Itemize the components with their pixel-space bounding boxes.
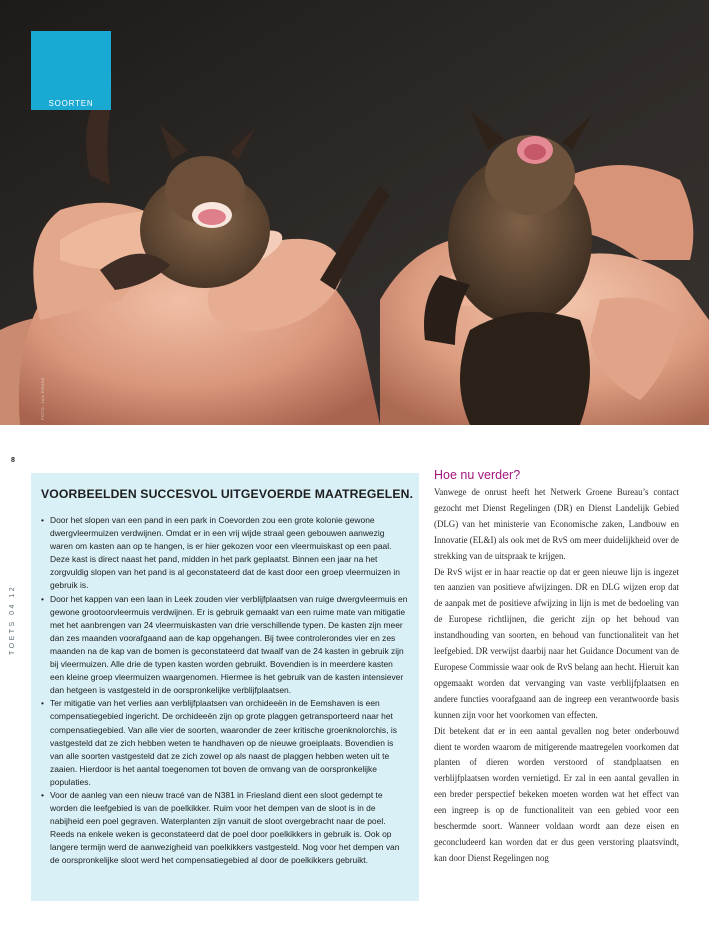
sidebar-title: VOORBEELDEN SUCCESVOL UITGEVOERDE MAATREGELEN. [41,487,414,501]
list-item: • Door het slopen van een pand in een park in Coevorden zou een grote kolonie gewone dwergvleermuizen verdwijnen. Omdat er in een vrij wijde straal geen gebouwen aanwezig waren om kasten aan op te hangen, is er hier gekozen voor een vleermuiskast op een paal. Deze kast is direct naast het pand, midden in het park geplaatst. Binnen een jaar na het zorgvuldig slopen van het pand is al geconstateerd dat de kast door een groep vleermuizen in gebruik is. [41,514,409,593]
article-paragraph: Dit betekent dat er in een aantal gevallen nog beter onderbouwd dient te worden waarom de mitigerende maatregelen voorkomen dat planten of dieren worden verstoord of standplaatsen en verblijfplaatsen worden vernietigd. Er zal in een aantal gevallen in een breder perspectief bekeken moeten worden wat het effect van een ingreep is op de functionaliteit van een gebied voor een beschermde soort. Wanneer voldaan wordt aan deze eisen en geconcludeerd kan worden dat er dus geen verstoring plaatsvindt, kan door Dienst Regelingen nog [434,725,679,863]
page-number: 8 [11,457,15,464]
article-heading: Hoe nu verder? [434,468,521,482]
photo-credit: FOTO: JAN DRAKE [40,376,45,420]
list-item: • Voor de aanleg van een nieuw tracé van de N381 in Friesland dient een sloot gedempt te worden die leefgebied is van de poelkikker. Ruim voor het dempen van de sloot is in de nabijheid een poel gegraven. Waterplanten zijn vanuit de sloot overgebracht naar de poel. Reeds na enkele weken is geconstateerd dat de poel door poelkikkers in gebruik is. Ook op langere termijn werd de aanwezigheid van poelkikkers vastgesteld. Nog voor het dempen van de oorspronkelijke sloot werd het compensatiegebied al door de poelkikkers gebruikt. [41,789,409,868]
journal-issue: TOETS 04 12 [9,584,16,655]
list-item: • Ter mitigatie van het verlies aan verblijfplaatsen van orchideeën in de Eemshaven is een compensatiegebied ingericht. De orchideeën zijn op grote plaggen getransporteerd naar het compensatiegebied. Van alle vier de soorten, waaronder de zeer kritische groenknolorchis, is vastgesteld dat ze zich hebben weten te handhaven op de nieuwe groeiplaats. Bovendien is van alle soorten vastgesteld dat ze zich zowel op als naast de plaggen hebben weten uit te zaaien. Hierdoor is het aantal toegenomen tot boven de omvang van de oorspronkelijke populaties. [41,697,409,789]
article-paragraph: De RvS wijst er in haar reactie op dat er geen nieuwe lijn is ingezet ten aanzien van positieve afwijzingen. DR en DLG wijzen erop dat de aanpak met de positieve afwijzing in lijn is met de bedoeling van de Europese richtlijnen, die gericht zijn op het behoud van instandhouding van soorten, en behoud van functionaliteit van het leefgebied. DR verwijst daarbij naar het Guidance Document van de Europese Commissie waar ook de RvS belang aan hecht. Hieruit kan opgemaakt worden dat vervanging van vaste verblijfplaatsen en andere functies voorafgaand aan de ingreep een verantwoorde basis kunnen zijn voor het voorkomen van effecten. [434,566,679,720]
hero-photo [0,0,709,425]
article-column [434,468,679,867]
section-tag [31,31,111,110]
section-tag-label: SOORTEN [48,99,94,108]
list-item: • Door het kappen van een laan in Leek zouden vier verblijfplaatsen van ruige dwergvleermuis en gewone grootoorvleermuis verdwijnen. Er is gebruik gemaakt van een ruime mate van mitigatie met het aanbrengen van 24 vleermuiskasten van drie verschillende typen. De kasten zijn meer dan zes maanden voorafgaand aan de kap opgehangen. Bij twee controlerondes vier en zes maanden na de kap van de bomen is geconstateerd dat twaalf van de 24 kasten in gebruik zijn bij vleermuizen. Alle drie de typen kasten worden gebruikt. Bovendien is in meerdere kasten een kleine groep vleermuizen waargenomen. Hiermee is het gebruik van de kasten intensiever dan hetgeen is vastgesteld in de oorspronkelijke verblijfplaatsen. [41,593,409,698]
examples-sidebar [31,473,419,901]
examples-list [41,514,409,868]
article-paragraph: Vanwege de onrust heeft het Netwerk Groene Bureau’s contact gezocht met Dienst Regelingen (DR) en Dienst Landelijk Gebied (DLG) van het ministerie van Economische zaken, Landbouw en Innovatie (EL&I) als ook met de RvS om meer duidelijkheid over de strekking van de uitspraak te krijgen. [434,487,679,561]
